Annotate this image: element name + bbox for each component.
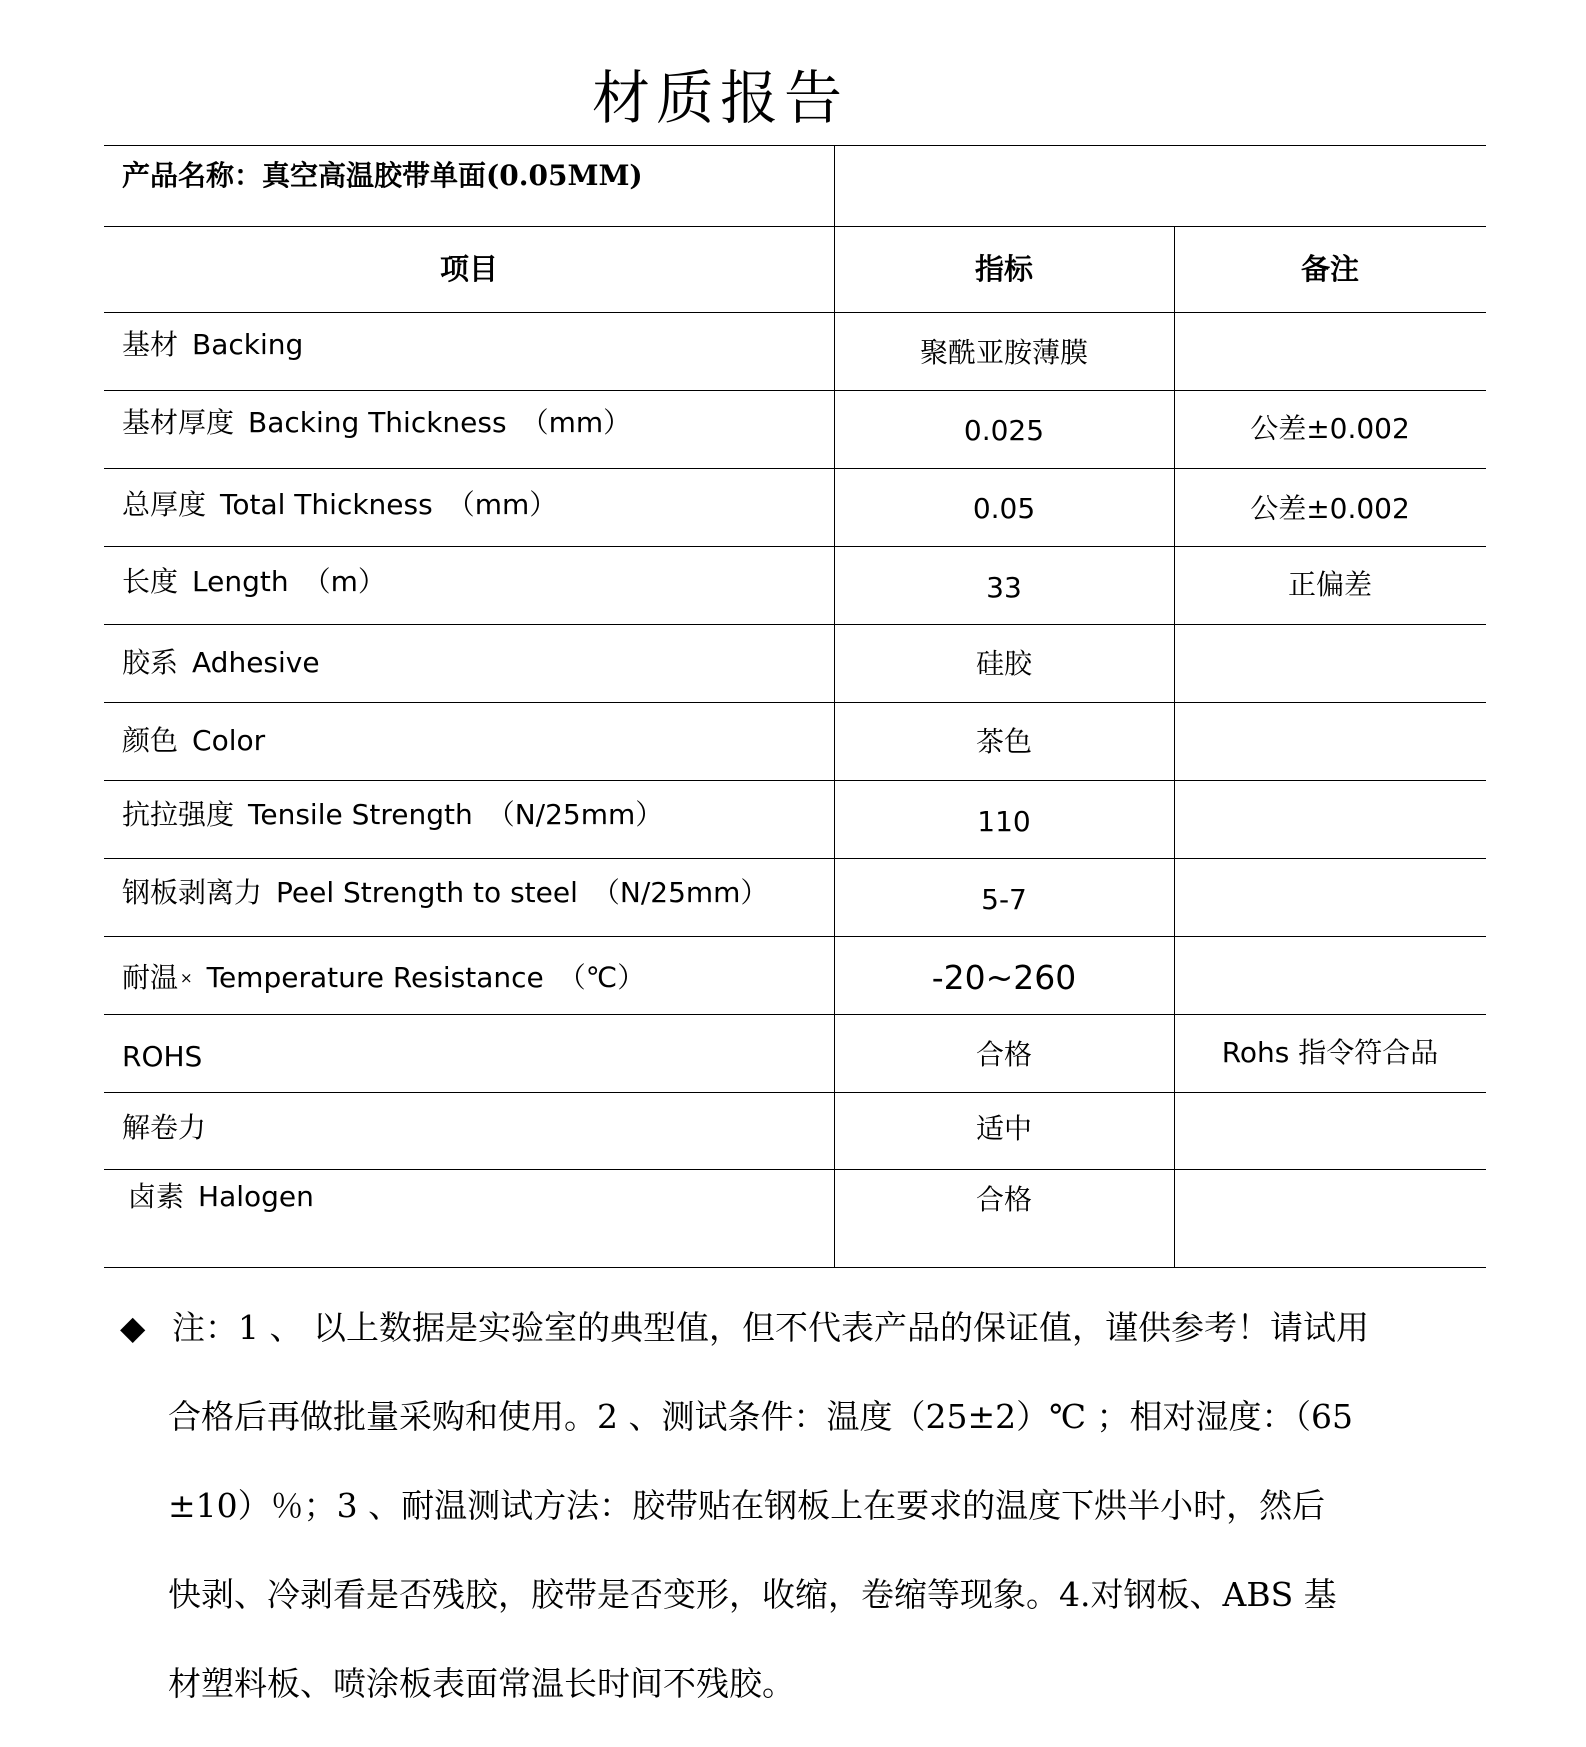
table-row-spec: 0.05 (972, 492, 1036, 525)
page-title: 材质报告 (591, 64, 848, 132)
table-row-remark (1174, 780, 1486, 858)
table-row-remark: 公差±0.002 (1250, 492, 1410, 525)
table-row-remark: 正偏差 (1287, 568, 1372, 601)
header-remark: 备注 (1300, 252, 1359, 286)
table-row-item: 抗拉强度 Tensile Strength （N/25mm） (122, 798, 664, 831)
table-row-item: 卤素 Halogen (128, 1180, 314, 1213)
diamond-bullet-icon: ◆ (120, 1308, 146, 1347)
table-row-spec: 硅胶 (975, 647, 1032, 680)
table-row-spec: 合格 (975, 1183, 1032, 1216)
table-row-spec: 110 (977, 805, 1031, 838)
table-row-item: 总厚度 Total Thickness （mm） (122, 488, 558, 521)
table-row-spec: 5-7 (981, 883, 1027, 916)
table-row-spec: 聚酰亚胺薄膜 (919, 336, 1088, 369)
table-row-remark (1174, 312, 1486, 390)
table-row-spec: 茶色 (975, 725, 1032, 758)
table-row-item: 基材厚度 Backing Thickness （mm） (122, 406, 632, 439)
table-row-item: 耐温 × Temperature Resistance （℃） (122, 961, 646, 994)
table-row-remark: 公差±0.002 (1250, 412, 1410, 445)
table-row-item: 胶系 Adhesive (122, 646, 320, 679)
table-rule (104, 1267, 1486, 1268)
table-row-item: 钢板剥离力 Peel Strength to steel （N/25mm） (122, 876, 769, 909)
table-row-item: ROHS (122, 1040, 203, 1073)
table-row-remark (1174, 1092, 1486, 1169)
table-row-remark (1174, 702, 1486, 780)
table-row-spec: 适中 (975, 1111, 1032, 1145)
table-row-item: 长度 Length （m） (122, 565, 386, 598)
note-line: ◆ 注：1 、 以上数据是实验室的典型值，但不代表产品的保证值，谨供参考！请试用 (120, 1283, 1500, 1372)
table-row-item: 解卷力 (122, 1110, 207, 1144)
note-line: 快剥、冷剥看是否残胶，胶带是否变形，收缩，卷缩等现象。4.对钢板、ABS 基 (168, 1575, 1337, 1614)
table-row-remark (1174, 1169, 1486, 1267)
note-line: ±10）％；3 、耐温测试方法：胶带贴在钢板上在要求的温度下烘半小时，然后 (168, 1486, 1326, 1525)
material-report-table (104, 145, 1486, 1268)
table-row-spec: 0.025 (963, 414, 1045, 447)
table-row-item: 基材 Backing (122, 328, 304, 361)
table-row-remark (1174, 936, 1486, 1014)
table-row-remark (1174, 858, 1486, 936)
table-row-remark (1174, 624, 1486, 702)
notes (120, 1283, 1500, 1728)
table-row-spec: -20~260 (931, 958, 1077, 997)
note-line: 材塑料板、喷涂板表面常温长时间不残胶。 (168, 1664, 795, 1703)
note-line: 合格后再做批量采购和使用。2 、测试条件：温度（25±2）℃ ；相对湿度：（65 (168, 1397, 1354, 1436)
table-row-remark: Rohs 指令符合品 (1221, 1036, 1439, 1069)
table-row-item: 颜色 Color (122, 724, 266, 757)
header-spec: 指标 (974, 252, 1033, 286)
product-name: 产品名称：真空高温胶带单面(0.05MM) (122, 159, 643, 192)
table-row-spec: 合格 (975, 1038, 1032, 1071)
table-row-spec: 33 (986, 571, 1022, 604)
header-item: 项目 (439, 252, 498, 286)
